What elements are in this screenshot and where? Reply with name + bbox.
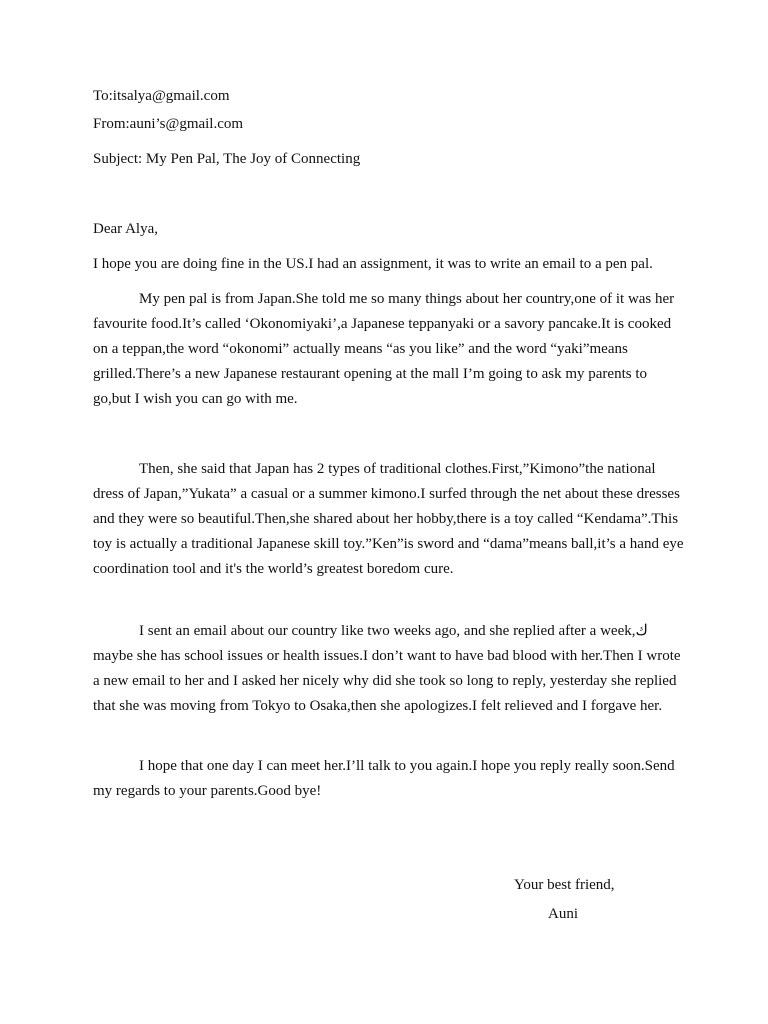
greeting: Dear Alya,: [93, 221, 158, 237]
paragraph-closing: I hope that one day I can meet her.I’ll talk to you again.I hope you reply really soon.Send my regards to your parents.Good bye!: [93, 758, 675, 799]
paragraph-reply: I sent an email about our country like two weeks ago, and she replied after a week,ك maybe she has school issues or health issues.I don’t want to have bad blood with her.Then I wrote a new email to her and I asked her nicely why did she took so long to reply, yesterday she replied that she was moving from Tokyo to Osaka,then she apologizes.I felt relieved and I forgave her.: [93, 623, 681, 714]
closing-line: Your best friend,: [514, 877, 615, 893]
to-line: To:itsalya@gmail.com: [93, 88, 230, 104]
paragraph-food: My pen pal is from Japan.She told me so many things about her country,one of it was her favourite food.It’s called ‘Okonomiyaki’,a Japanese teppanyaki or a savory pancake.It is cooked on a teppan,the word “okonomi” actually means “as you like” and the word “yaki”means grilled.There’s a new Japanese restaurant opening at the mall I’m going to ask my parents to go,but I wish you can go with me.: [93, 291, 675, 407]
from-line: From:auni’s@gmail.com: [93, 116, 244, 132]
subject-line: Subject: My Pen Pal, The Joy of Connecting: [93, 151, 361, 167]
signature-name: Auni: [548, 906, 578, 922]
paragraph-clothes-hobby: Then, she said that Japan has 2 types of traditional clothes.First,”Kimono”the national dress of Japan,”Yukata” a casual or a summer kimono.I surfed through the net about these dresses and they were so beautiful.Then,she shared about her hobby,there is a toy called “Kendama”.This toy is actually a traditional Japanese skill toy.”Ken”is sword and “dama”means ball,it’s a hand eye coordination tool and it's the world’s greatest boredom cure.: [93, 461, 684, 577]
intro-paragraph: I hope you are doing fine in the US.I had an assignment, it was to write an email to a pen pal.: [93, 256, 653, 272]
